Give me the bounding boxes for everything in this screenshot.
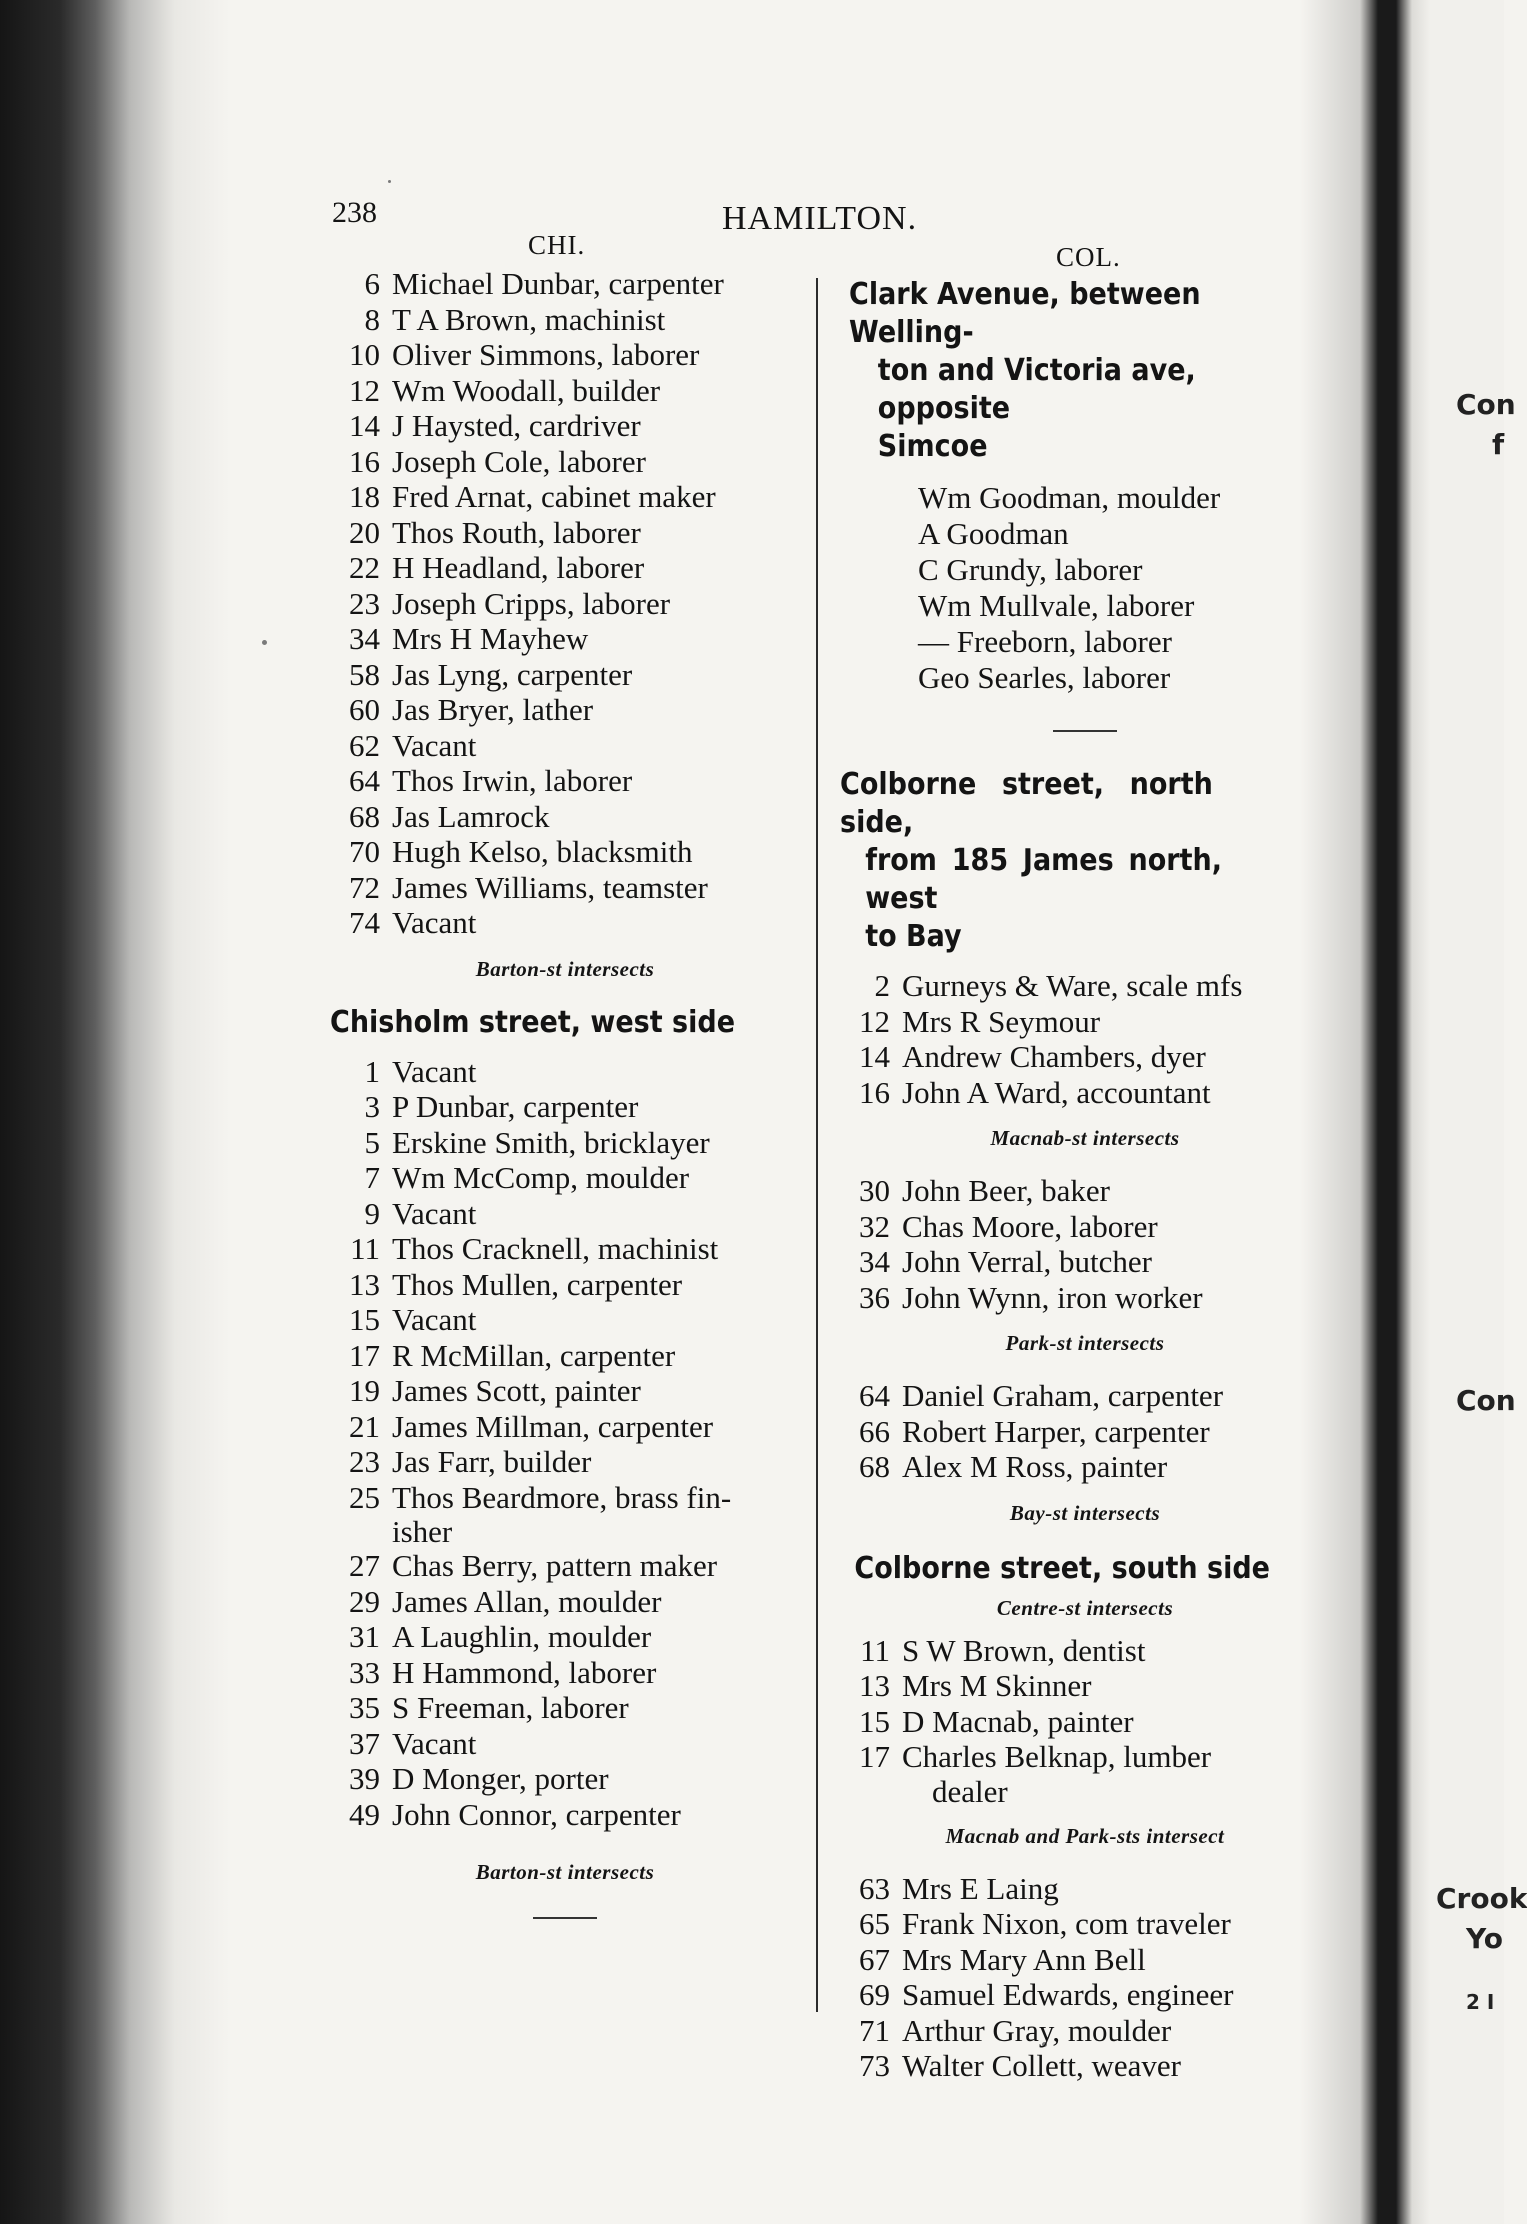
- directory-entry: [840, 2048, 1330, 2084]
- resident-name: Daniel Graham, carpenter: [902, 1378, 1224, 1413]
- resident-name: John Verral, butcher: [902, 1244, 1152, 1279]
- resident-name: Vacant: [392, 905, 477, 940]
- resident-name: Hugh Kelso, blacksmith: [392, 834, 693, 869]
- house-number: 67: [859, 1941, 890, 1977]
- directory-entry: [330, 1619, 800, 1655]
- next-page-fragment: Crook: [1436, 1882, 1527, 1915]
- house-number: 1: [364, 1053, 380, 1089]
- resident-name: Alex M Ross, painter: [902, 1449, 1168, 1484]
- house-number: 13: [349, 1266, 380, 1302]
- resident-name: H Hammond, laborer: [392, 1654, 657, 1690]
- directory-entry: [840, 1704, 1330, 1740]
- directory-entry: [330, 905, 800, 941]
- directory-entry: [840, 2013, 1330, 2049]
- resident-name: Jas Bryer, lather: [392, 692, 594, 727]
- directory-entry: [840, 1871, 1330, 1907]
- column-divider: [816, 278, 818, 2012]
- resident-name: A Goodman: [918, 516, 1069, 551]
- house-number: 5: [364, 1124, 380, 1160]
- directory-entry: [330, 870, 800, 906]
- resident-name: Vacant: [392, 727, 477, 763]
- resident-name: Thos Routh, laborer: [392, 514, 641, 550]
- resident-name: Mrs Mary Ann Bell: [902, 1941, 1146, 1977]
- house-number: 16: [859, 1074, 890, 1110]
- house-number: 22: [349, 550, 380, 585]
- resident-name: Joseph Cole, laborer: [392, 443, 646, 479]
- house-number: 11: [350, 1231, 380, 1266]
- resident-name: Charles Belknap, lumber: [902, 1739, 1212, 1774]
- house-number: 39: [349, 1761, 380, 1796]
- house-number: 31: [349, 1619, 380, 1654]
- directory-entry: [330, 302, 800, 338]
- directory-entry: [330, 1444, 800, 1480]
- resident-name: Wm Goodman, moulder: [918, 480, 1221, 515]
- resident-name: James Allan, moulder: [392, 1583, 662, 1619]
- directory-entry: [330, 834, 800, 870]
- directory-entry: [330, 515, 800, 551]
- house-number: 10: [349, 337, 380, 372]
- house-number: 60: [349, 692, 380, 727]
- resident-name: Thos Irwin, laborer: [392, 763, 633, 798]
- directory-entry: [330, 1302, 800, 1338]
- directory-entry: [330, 337, 800, 373]
- resident-name: Geo Searles, laborer: [918, 660, 1171, 695]
- resident-name: J Haysted, cardriver: [392, 408, 641, 443]
- directory-entry: [330, 408, 800, 444]
- resident-name: S Freeman, laborer: [392, 1690, 629, 1725]
- house-number: 34: [349, 621, 380, 656]
- house-number: 2: [874, 968, 890, 1003]
- house-number: 12: [859, 1003, 890, 1039]
- directory-entry: [330, 1231, 800, 1267]
- house-number: 11: [860, 1632, 890, 1668]
- directory-entry: [840, 1906, 1330, 1942]
- directory-entry: [330, 621, 800, 657]
- resident-name: H Headland, laborer: [392, 550, 645, 585]
- intersects-note: Barton-st intersects: [475, 1860, 655, 1884]
- house-number: 7: [364, 1160, 380, 1195]
- directory-entry: [330, 1726, 800, 1762]
- house-number: 71: [859, 2012, 890, 2048]
- resident-name: Mrs E Laing: [902, 1870, 1059, 1906]
- resident-name: A Laughlin, moulder: [392, 1619, 652, 1654]
- house-number: 19: [349, 1373, 380, 1408]
- resident-name: Vacant: [392, 1725, 477, 1761]
- house-number: 15: [349, 1302, 380, 1337]
- right-column-key: COL.: [1056, 242, 1121, 272]
- street-heading: ton and Victoria ave, opposite: [877, 353, 1196, 426]
- house-number: 20: [349, 514, 380, 550]
- resident-name: James Scott, painter: [392, 1373, 641, 1408]
- resident-name: Chas Berry, pattern maker: [392, 1548, 718, 1583]
- entry-list: [330, 1548, 800, 1832]
- directory-entry: [330, 799, 800, 835]
- section-rule: [533, 1917, 597, 1919]
- house-number: 30: [859, 1173, 890, 1208]
- resident-name: Michael Dunbar, carpenter: [392, 266, 724, 301]
- directory-entry: [330, 1761, 800, 1797]
- house-number: 3: [364, 1089, 380, 1124]
- resident-name: S W Brown, dentist: [902, 1632, 1146, 1668]
- resident-name: Vacant: [392, 1053, 477, 1089]
- directory-entry: [330, 1690, 800, 1726]
- resident-name: Walter Collett, weaver: [902, 2048, 1181, 2083]
- intersects-note: Park-st intersects: [1005, 1331, 1165, 1355]
- resident-name: James Williams, teamster: [392, 869, 708, 905]
- house-number: 23: [349, 585, 380, 621]
- directory-entry: [330, 373, 800, 409]
- house-number: 58: [349, 656, 380, 692]
- directory-entry: [840, 1977, 1330, 2013]
- house-number: 16: [349, 443, 380, 479]
- entry-list: [840, 1173, 1330, 1315]
- resident-name: Jas Lyng, carpenter: [392, 656, 633, 692]
- entry-list: [330, 1054, 800, 1516]
- resident-name: Thos Beardmore, brass fin-: [392, 1479, 732, 1515]
- resident-name: Mrs M Skinner: [902, 1668, 1092, 1703]
- directory-entry: [840, 1414, 1330, 1450]
- house-number: 70: [349, 834, 380, 869]
- directory-entry: [840, 1449, 1330, 1485]
- house-number: 25: [349, 1479, 380, 1515]
- house-number: 13: [859, 1668, 890, 1703]
- directory-entry: [330, 763, 800, 799]
- directory-entry: [330, 266, 800, 302]
- left-column: [330, 266, 800, 1953]
- directory-entry: [330, 692, 800, 728]
- directory-entry: [330, 1125, 800, 1161]
- resident-name: Mrs H Mayhew: [392, 621, 589, 656]
- resident-name: Wm Mullvale, laborer: [918, 588, 1195, 623]
- directory-entry: [330, 1480, 800, 1516]
- house-number: 36: [859, 1279, 890, 1315]
- street-heading: Clark Avenue, between Welling-: [849, 277, 1201, 350]
- resident-name: Samuel Edwards, engineer: [902, 1977, 1234, 2012]
- directory-entry: [330, 1655, 800, 1691]
- house-number: 29: [349, 1583, 380, 1619]
- house-number: 8: [364, 301, 380, 337]
- directory-entry: [840, 1173, 1330, 1209]
- section-rule: [1053, 730, 1117, 732]
- house-number: 17: [859, 1739, 890, 1774]
- house-number: 27: [349, 1548, 380, 1583]
- directory-entry: [840, 1039, 1330, 1075]
- house-number: 73: [859, 2048, 890, 2083]
- street-heading: from 185 James north, west: [865, 843, 1222, 916]
- house-number: 68: [349, 798, 380, 834]
- resident-name: Erskine Smith, bricklayer: [392, 1124, 710, 1160]
- entry-list: [840, 1633, 1330, 1775]
- entry-list: [840, 968, 1330, 1110]
- directory-entry: [330, 1797, 800, 1833]
- resident-name: P Dunbar, carpenter: [392, 1089, 639, 1124]
- directory-entry: [330, 444, 800, 480]
- street-heading: Chisholm street, west side: [330, 1004, 735, 1040]
- entry-continuation: dealer: [932, 1773, 1008, 1809]
- resident-name: Jas Farr, builder: [392, 1444, 592, 1479]
- resident-name: D Macnab, painter: [902, 1703, 1134, 1739]
- house-number: 72: [349, 869, 380, 905]
- directory-entry: [840, 968, 1330, 1004]
- resident-name: Wm McComp, moulder: [392, 1160, 690, 1195]
- house-number: 14: [859, 1039, 890, 1074]
- directory-entry: [840, 1739, 1330, 1775]
- resident-name: D Monger, porter: [392, 1761, 609, 1796]
- directory-entry: [840, 1668, 1330, 1704]
- directory-entry: [840, 1209, 1330, 1245]
- house-number: 66: [859, 1413, 890, 1449]
- entry-list: [840, 480, 1330, 696]
- directory-entry: [330, 1196, 800, 1232]
- resident-name: — Freeborn, laborer: [918, 624, 1172, 659]
- directory-entry: [840, 1075, 1330, 1111]
- intersects-note: Bay-st intersects: [1009, 1500, 1161, 1525]
- directory-entry: [330, 1548, 800, 1584]
- resident-name: Andrew Chambers, dyer: [902, 1039, 1206, 1074]
- next-page-fragment: 2 I: [1466, 1990, 1495, 2014]
- next-page-fragment: Con: [1456, 388, 1516, 421]
- directory-entry: [330, 1267, 800, 1303]
- resident-name: R McMillan, carpenter: [392, 1337, 676, 1373]
- directory-entry: [330, 728, 800, 764]
- resident-name: John Connor, carpenter: [392, 1796, 681, 1832]
- resident-name: John Beer, baker: [902, 1173, 1110, 1208]
- house-number: 15: [859, 1703, 890, 1739]
- speck: [262, 640, 267, 645]
- right-column: [840, 276, 1330, 2084]
- house-number: 62: [349, 727, 380, 763]
- directory-entry: [840, 1280, 1330, 1316]
- resident-name: Frank Nixon, com traveler: [902, 1906, 1231, 1941]
- next-page-fragment: f: [1492, 428, 1505, 461]
- house-number: 63: [859, 1870, 890, 1906]
- directory-entry: [330, 1160, 800, 1196]
- intersects-note: Macnab and Park-sts intersect: [945, 1823, 1225, 1848]
- resident-name: C Grundy, laborer: [918, 552, 1143, 587]
- entry-list: [330, 266, 800, 941]
- house-number: 64: [349, 763, 380, 798]
- resident-name: Jas Lamrock: [392, 798, 550, 834]
- resident-name: John A Ward, accountant: [902, 1074, 1211, 1110]
- directory-entry: [330, 479, 800, 515]
- directory-entry: [840, 1244, 1330, 1280]
- street-heading: Colborne street, north side,: [840, 767, 1213, 840]
- resident-name: Robert Harper, carpenter: [902, 1413, 1210, 1449]
- house-number: 23: [349, 1444, 380, 1479]
- resident-name: Thos Cracknell, machinist: [392, 1231, 719, 1266]
- street-heading: to Bay: [865, 919, 962, 954]
- resident-name: Thos Mullen, carpenter: [392, 1266, 683, 1302]
- house-number: 35: [349, 1690, 380, 1725]
- directory-entry: [840, 1633, 1330, 1669]
- speck: [388, 180, 391, 183]
- house-number: 65: [859, 1906, 890, 1941]
- next-page-fragment: Yo: [1466, 1922, 1503, 1955]
- left-column-key: CHI.: [528, 230, 586, 260]
- directory-entry: [840, 1942, 1330, 1978]
- house-number: 21: [349, 1408, 380, 1444]
- house-number: 34: [859, 1244, 890, 1279]
- resident-name: T A Brown, machinist: [392, 301, 666, 337]
- resident-name: Mrs R Seymour: [902, 1003, 1101, 1039]
- resident-name: Vacant: [392, 1195, 477, 1231]
- intersects-note: Macnab-st intersects: [990, 1126, 1180, 1150]
- house-number: 9: [364, 1195, 380, 1231]
- page-header: [0, 196, 1504, 272]
- house-number: 17: [349, 1337, 380, 1373]
- directory-entry: [330, 1373, 800, 1409]
- page-number: 238: [332, 196, 377, 229]
- resident-name: Gurneys & Ware, scale mfs: [902, 968, 1243, 1003]
- resident-name: Arthur Gray, moulder: [902, 2012, 1172, 2048]
- directory-entry: [330, 586, 800, 622]
- intersects-note: Barton-st intersects: [475, 956, 655, 981]
- street-heading: Simcoe: [877, 429, 988, 464]
- house-number: 14: [349, 408, 380, 443]
- resident-name: Vacant: [392, 1302, 477, 1337]
- house-number: 74: [349, 905, 380, 940]
- house-number: 32: [859, 1208, 890, 1244]
- directory-entry: [330, 550, 800, 586]
- resident-name: Oliver Simmons, laborer: [392, 337, 700, 372]
- resident-name: John Wynn, iron worker: [902, 1279, 1203, 1315]
- entry-continuation: isher: [392, 1514, 453, 1549]
- resident-name: James Millman, carpenter: [392, 1408, 714, 1444]
- house-number: 68: [859, 1449, 890, 1484]
- entry-list: [840, 1871, 1330, 2084]
- directory-entry: [330, 1338, 800, 1374]
- resident-name: Fred Arnat, cabinet maker: [392, 479, 716, 514]
- house-number: 6: [364, 266, 380, 301]
- house-number: 33: [349, 1654, 380, 1690]
- intersects-note: Centre-st intersects: [996, 1595, 1174, 1620]
- directory-entry: [330, 1054, 800, 1090]
- running-title: HAMILTON.: [722, 200, 918, 237]
- resident-name: Joseph Cripps, laborer: [392, 585, 671, 621]
- street-heading: Colborne street, south side: [854, 1550, 1270, 1586]
- house-number: 49: [349, 1796, 380, 1832]
- house-number: 69: [859, 1977, 890, 2012]
- house-number: 18: [349, 479, 380, 514]
- directory-entry: [330, 1089, 800, 1125]
- house-number: 37: [349, 1725, 380, 1761]
- directory-entry: [330, 1584, 800, 1620]
- entry-list: [840, 1378, 1330, 1485]
- directory-entry: [330, 657, 800, 693]
- house-number: 64: [859, 1378, 890, 1413]
- resident-name: Chas Moore, laborer: [902, 1208, 1158, 1244]
- directory-entry: [840, 1378, 1330, 1414]
- directory-entry: [840, 1004, 1330, 1040]
- house-number: 12: [349, 372, 380, 408]
- directory-entry: [330, 1409, 800, 1445]
- resident-name: Wm Woodall, builder: [392, 372, 661, 408]
- next-page-fragment: Con: [1456, 1384, 1516, 1417]
